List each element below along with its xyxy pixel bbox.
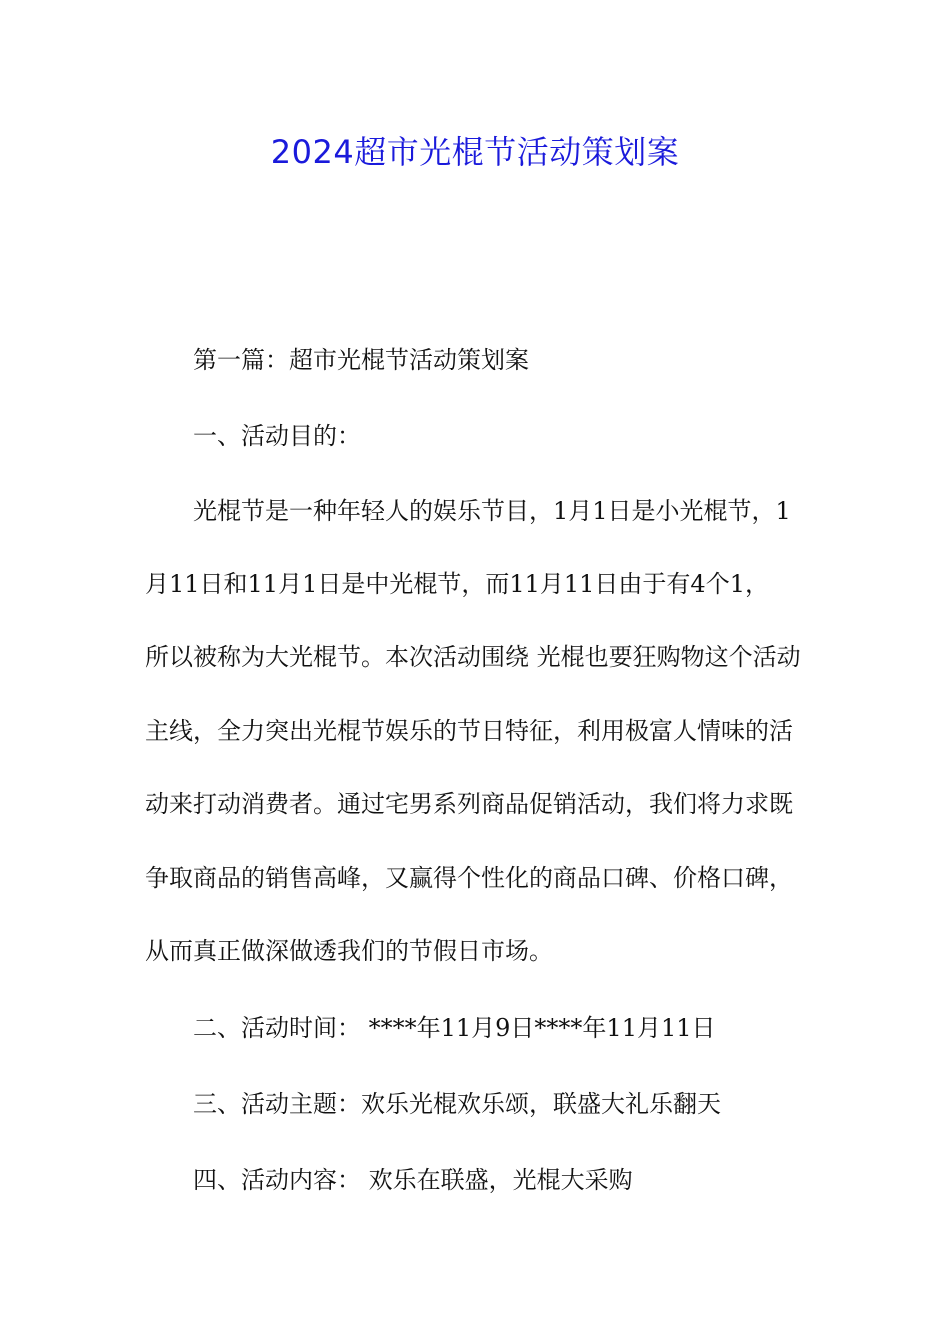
document-title: 2024超市光棍节活动策划案 — [270, 133, 680, 171]
purpose-line-4: 主线，全力突出光棍节娱乐的节日特征，利用极富人情味的活 — [145, 717, 793, 745]
activity-theme-line: 三、活动主题：欢乐光棍欢乐颂，联盛大礼乐翻天 — [193, 1090, 721, 1118]
purpose-heading: 一、活动目的： — [193, 422, 361, 450]
section-heading: 第一篇：超市光棍节活动策划案 — [193, 346, 529, 374]
purpose-line-7: 从而真正做深做透我们的节假日市场。 — [145, 937, 553, 965]
activity-content-line: 四、活动内容： 欢乐在联盛，光棍大采购 — [193, 1166, 633, 1194]
purpose-line-6: 争取商品的销售高峰，又赢得个性化的商品口碑、价格口碑， — [145, 864, 793, 892]
purpose-line-2: 月11日和11月1日是中光棍节，而11月11日由于有4个1， — [145, 570, 769, 598]
purpose-line-3: 所以被称为大光棍节。本次活动围绕 光棍也要狂购物这个活动 — [145, 643, 801, 671]
purpose-line-1: 光棍节是一种年轻人的娱乐节目，1月1日是小光棍节，1 — [193, 497, 791, 525]
purpose-line-5: 动来打动消费者。通过宅男系列商品促销活动，我们将力求既 — [145, 790, 793, 818]
activity-time-line: 二、活动时间： ****年11月9日****年11月11日 — [193, 1014, 716, 1042]
